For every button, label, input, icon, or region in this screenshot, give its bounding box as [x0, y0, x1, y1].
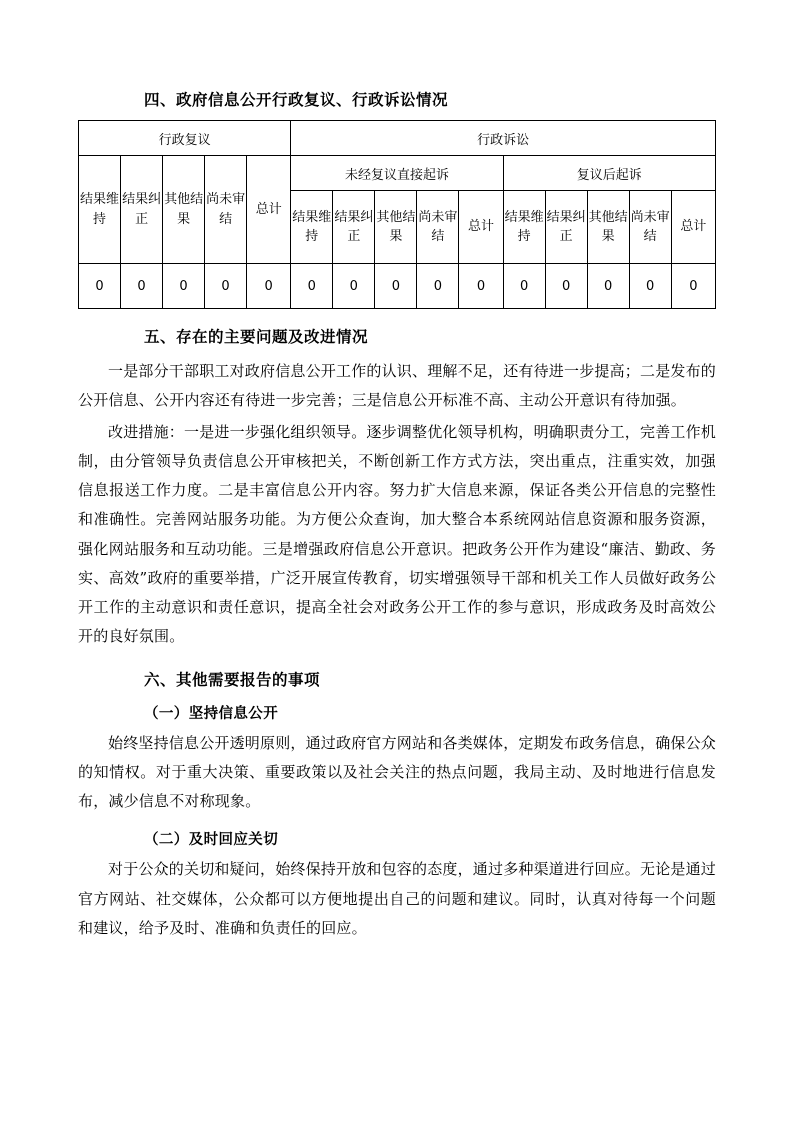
subsection-two-title: （二）及时回应关切: [144, 832, 279, 849]
cell-value-5: 0: [247, 264, 291, 309]
cell-value-3: 0: [163, 264, 205, 309]
section-six-title: 六、其他需要报告的事项: [144, 670, 321, 689]
after-review-leaf-3: 其他结果: [587, 191, 629, 264]
direct-leaf-3: 其他结果: [375, 191, 417, 264]
cell-value-14: 0: [629, 264, 671, 309]
table-row: [79, 264, 716, 309]
subsection-one-paragraph: 始终坚持信息公开透明原则，通过政府官方网站和各类媒体，定期发布政务信息，确保公众的知情权。对于重大决策、重要政策以及社会关注的热点问题，我局主动、及时地进行信息发布，减少信息不对称现象。: [78, 733, 717, 810]
section-four-title: 四、政府信息公开行政复议、行政诉讼情况: [144, 91, 449, 109]
direct-leaf-2: 结果纠正: [333, 191, 375, 264]
sub-header-after-review-litigation: 复议后起诉: [503, 156, 715, 191]
direct-leaf-5: 总计: [459, 191, 503, 264]
cell-value-13: 0: [587, 264, 629, 309]
section-five-paragraph-1: 一是部分干部职工对政府信息公开工作的认识、理解不足，还有待进一步提高；二是发布的公开信息、公开内容还有待进一步完善；三是信息公开标准不高、主动公开意识有待加强。: [78, 362, 717, 410]
review-leaf-placeholder: [79, 156, 291, 264]
after-review-leaf-1: 结果维持: [503, 191, 545, 264]
cell-value-8: 0: [375, 264, 417, 309]
after-review-leaf-5: 总计: [671, 191, 715, 264]
cell-value-1: 0: [79, 264, 121, 309]
administrative-review-litigation-table: [78, 120, 716, 309]
review-leaf-4: 尚未审结: [206, 192, 246, 227]
subsection-two-paragraph: 对于公众的关切和疑问，始终保持开放和包容的态度，通过多种渠道进行回应。无论是通过官方网站、社交媒体，公众都可以方便地提出自己的问题和建议。同时，认真对待每一个问题和建议，给予及时、准确和负责任的回应。: [78, 860, 717, 937]
table-sub-header-row: [79, 156, 716, 191]
review-leaf-1: 结果维持: [80, 192, 120, 227]
section-five-paragraph-2: 改进措施：一是进一步强化组织领导。逐步调整优化领导机构，明确职责分工，完善工作机制，由分管领导负责信息公开审核把关，不断创新工作方式方法，突出重点，注重实效，加强信息报送工作力度。二是丰富信息公开内容。努力扩大信息来源，保证各类公开信息的完整性和准确性。完善网站服务功能。为方便公众查询，加大整合本系统网站信息资源和服务资源，强化网站服务和互动功能。三是增强政府信息公开意识。把政务公开作为建设“廉洁、勤政、务实、高效”政府的重要举措，广泛开展宣传教育，切实增强领导干部和机关工作人员做好政务公开工作的主动意识和责任意识，提高全社会对政务公开工作的参与意识，形成政务及时高效公开的良好氛围。: [78, 422, 717, 646]
review-leaf-2: 结果纠正: [122, 192, 162, 227]
cell-value-9: 0: [417, 264, 459, 309]
review-leaf-5: 总计: [255, 201, 282, 217]
cell-value-2: 0: [121, 264, 163, 309]
cell-value-10: 0: [459, 264, 503, 309]
cell-value-7: 0: [333, 264, 375, 309]
sub-header-direct-litigation: 未经复议直接起诉: [291, 156, 503, 191]
cell-value-15: 0: [671, 264, 715, 309]
cell-value-12: 0: [545, 264, 587, 309]
group-header-administrative-litigation: 行政诉讼: [291, 121, 716, 156]
direct-leaf-1: 结果维持: [291, 191, 333, 264]
table-group-header-row: [79, 121, 716, 156]
after-review-leaf-4: 尚未审结: [629, 191, 671, 264]
section-five-title: 五、存在的主要问题及改进情况: [144, 328, 369, 346]
direct-leaf-4: 尚未审结: [417, 191, 459, 264]
cell-value-4: 0: [205, 264, 247, 309]
after-review-leaf-2: 结果纠正: [545, 191, 587, 264]
subsection-one-title: （一）坚持信息公开: [144, 705, 279, 722]
review-leaf-3: 其他结果: [164, 192, 204, 227]
group-header-administrative-review: 行政复议: [79, 121, 291, 156]
cell-value-11: 0: [503, 264, 545, 309]
cell-value-6: 0: [291, 264, 333, 309]
